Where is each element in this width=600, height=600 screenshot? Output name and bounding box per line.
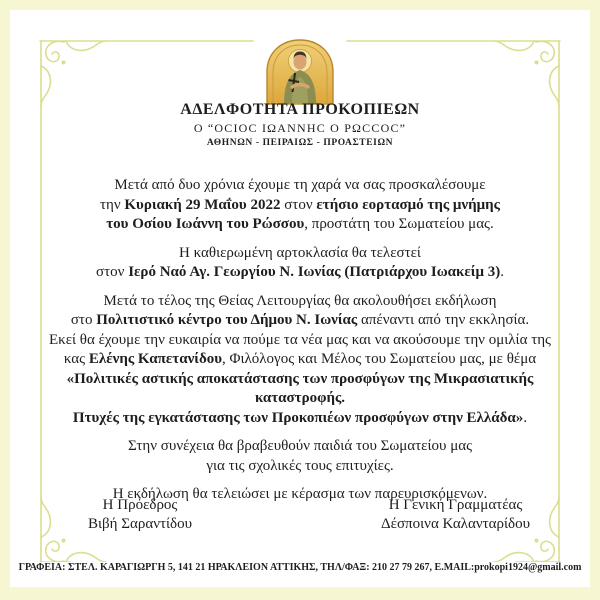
- text-line: [40, 176, 560, 196]
- text-run: Πτυχές της εγκατάστασης των Προκοπιέων προσφύγων στην Ελλάδα»: [72, 409, 524, 426]
- org-subtitle: Ο “ΟCΙΟC ΙΩΑΝΝΗC Ο ΡΩCCΟC”: [193, 121, 407, 135]
- text-line: [40, 409, 560, 429]
- corner-flourish-icon: [494, 41, 559, 106]
- text-run: , Φιλόλογος και Μέλος του Σωματείου μας, με θέμα: [222, 351, 537, 367]
- text-run: Πολιτιστικό κέντρο του Δήμου Ν. Ιωνίας: [96, 312, 358, 328]
- signature-secretary: [381, 496, 530, 534]
- header: [10, 100, 590, 150]
- org-regions: ΑΘΗΝΩΝ - ΠΕΙΡΑΙΩΣ - ΠΡΟΑΣΤΕΙΩΝ: [206, 138, 394, 148]
- text-line: [40, 437, 560, 457]
- text-run: στον: [96, 264, 129, 280]
- text-run: , προστάτη του Σωματείου μας.: [304, 216, 494, 232]
- text-run: Ιερό Ναό Αγ. Γεωργίου Ν. Ιωνίας (Πατριάρχου Ιωακείμ 3): [128, 264, 501, 280]
- text-run: .: [500, 264, 504, 280]
- text-run: Η καθιερωμένη αρτοκλασία θα τελεστεί: [179, 244, 421, 261]
- text-line: [40, 244, 560, 264]
- text-run: Μετά από δυο χρόνια έχουμε τη χαρά να σας προσκαλέσουμε: [114, 177, 486, 193]
- org-name: ΑΔΕΛΦΟΤΗΤΑ ΠΡΟΚΟΠΙΕΩΝ: [180, 101, 420, 118]
- footer-address: ΓΡΑΦΕΙΑ: ΣΤΕΛ. ΚΑΡΑΓΙΩΡΓΗ 5, 141 21 ΗΡΑΚΛΕΙΟΝ ΑΤΤΙΚΗΣ, ΤΗΛ/ΦΑΞ: 210 27 79 267, E.MAIL:prokopi1924@gmail.com: [13, 562, 588, 573]
- text-run: Μετά το τέλος της Θείας Λειτουργίας θα ακολουθήσει εκδήλωση: [103, 292, 497, 309]
- text-run: του Οσίου Ιωάννη του Ρώσσου: [106, 216, 305, 232]
- text-run: στον: [280, 196, 317, 213]
- text-run: Εκεί θα έχουμε την ευκαιρία να πούμε τα νέα μας και να ακούσουμε την ομιλία της: [48, 331, 552, 348]
- text-run: απέναντι από την εκκλησία.: [357, 312, 530, 328]
- signature-title: Η Πρόεδρος: [102, 497, 178, 513]
- body-text: [40, 176, 560, 514]
- text-run: για τις σχολικές τους επιτυχίες.: [206, 457, 394, 474]
- signature-name: Δέσποινα Καλανταρίδου: [381, 516, 530, 532]
- signature-name: Βιβή Σαραντίδου: [88, 516, 193, 532]
- text-run: «Πολιτικές αστικής αποκατάστασης των προσφύγων της Μικρασιατικής καταστροφής.: [66, 370, 534, 406]
- text-run: Κυριακή 29 Μαΐου 2022: [124, 196, 281, 213]
- paragraph: [40, 176, 560, 235]
- saint-john-russian-icon: [262, 36, 338, 105]
- paragraph: [40, 437, 560, 476]
- signatures: [10, 496, 590, 534]
- text-line: [40, 215, 560, 235]
- signature-title: Η Γενική Γραμματέας: [388, 497, 523, 513]
- paragraph: [40, 244, 560, 283]
- text-line: [40, 350, 560, 370]
- text-run: ετήσιο εορτασμό της μνήμης: [316, 196, 500, 213]
- text-line: [40, 457, 560, 477]
- text-run: στο: [70, 312, 97, 328]
- text-run: .: [523, 409, 528, 426]
- text-line: [40, 311, 560, 331]
- text-run: Στην συνέχεια θα βραβευθούν παιδιά του Σωματείου μας: [127, 438, 473, 454]
- text-line: [40, 331, 560, 351]
- text-line: [40, 292, 560, 312]
- paragraph: [40, 292, 560, 429]
- text-run: Η εκδήλωση θα τελειώσει με κέρασμα των παρευρισκόμενων.: [112, 486, 488, 502]
- text-line: [40, 370, 560, 409]
- text-run: κας: [63, 351, 89, 367]
- corner-flourish-icon: [41, 41, 106, 106]
- signature-president: [88, 496, 192, 534]
- footer: [10, 557, 590, 575]
- text-run: Ελένης Καπετανίδου: [88, 351, 223, 367]
- text-line: [40, 263, 560, 283]
- text-run: την: [99, 196, 125, 213]
- text-line: [40, 196, 560, 216]
- face: [294, 55, 307, 70]
